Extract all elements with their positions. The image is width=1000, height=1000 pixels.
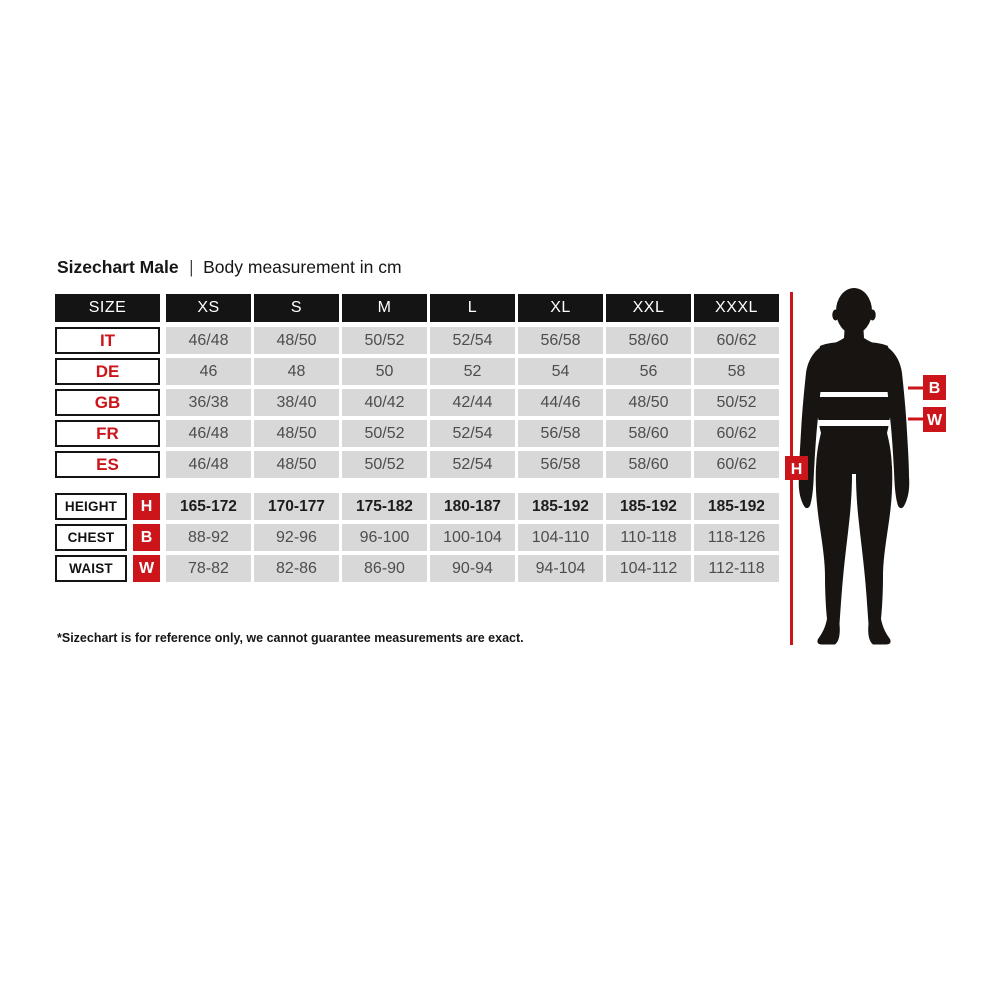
cell-fr-xxl: 58/60 — [606, 420, 691, 447]
cell-waist-l: 90-94 — [430, 555, 515, 582]
table-row-height — [55, 493, 779, 520]
cell-it-xs: 46/48 — [166, 327, 251, 354]
cell-waist-xxl: 104-112 — [606, 555, 691, 582]
left-leg-shape — [816, 466, 852, 645]
cell-de-l: 52 — [430, 358, 515, 385]
cell-gb-l: 42/44 — [430, 389, 515, 416]
male-silhouette-icon — [780, 278, 950, 658]
cell-height-xl: 185-192 — [518, 493, 603, 520]
torso-shape — [816, 342, 893, 475]
header-cell-s: S — [254, 294, 339, 322]
title-main: Sizechart Male — [57, 257, 179, 277]
cell-gb-xl: 44/46 — [518, 389, 603, 416]
cell-waist-xxxl: 112-118 — [694, 555, 779, 582]
cell-es-m: 50/52 — [342, 451, 427, 478]
cell-gb-xxxl: 50/52 — [694, 389, 779, 416]
cell-gb-xs: 36/38 — [166, 389, 251, 416]
page-title — [57, 257, 402, 278]
title-subtitle: Body measurement in cm — [203, 257, 402, 277]
figure-waist-letter: W — [926, 412, 943, 429]
cell-height-xs: 165-172 — [166, 493, 251, 520]
table-header-row — [55, 294, 779, 322]
row-label-height: HEIGHT — [55, 493, 127, 520]
cell-es-l: 52/54 — [430, 451, 515, 478]
cell-de-s: 48 — [254, 358, 339, 385]
cell-height-m: 175-182 — [342, 493, 427, 520]
row-label-chest: CHEST — [55, 524, 127, 551]
sizechart-table — [55, 294, 779, 586]
chest-band-line — [815, 392, 894, 397]
cell-it-m: 50/52 — [342, 327, 427, 354]
left-ear-shape — [832, 310, 838, 321]
cell-waist-xs: 78-82 — [166, 555, 251, 582]
header-cell-size: SIZE — [55, 294, 160, 322]
cell-chest-l: 100-104 — [430, 524, 515, 551]
waist-marker-badge: W — [133, 555, 160, 582]
cell-chest-xxl: 110-118 — [606, 524, 691, 551]
cell-height-s: 170-177 — [254, 493, 339, 520]
cell-chest-s: 92-96 — [254, 524, 339, 551]
cell-height-xxl: 185-192 — [606, 493, 691, 520]
cell-chest-xs: 88-92 — [166, 524, 251, 551]
cell-de-xl: 54 — [518, 358, 603, 385]
cell-it-xxl: 58/60 — [606, 327, 691, 354]
table-row-de — [55, 358, 779, 385]
row-label-gb: GB — [55, 389, 160, 416]
cell-gb-s: 38/40 — [254, 389, 339, 416]
header-cell-xl: XL — [518, 294, 603, 322]
cell-fr-xs: 46/48 — [166, 420, 251, 447]
cell-de-xs: 46 — [166, 358, 251, 385]
cell-chest-m: 96-100 — [342, 524, 427, 551]
table-row-gb — [55, 389, 779, 416]
right-ear-shape — [869, 310, 875, 321]
cell-de-xxl: 56 — [606, 358, 691, 385]
cell-it-l: 52/54 — [430, 327, 515, 354]
header-cell-xxl: XXL — [606, 294, 691, 322]
table-row-it — [55, 327, 779, 354]
header-cell-xxxl: XXXL — [694, 294, 779, 322]
cell-height-xxxl: 185-192 — [694, 493, 779, 520]
cell-es-xxxl: 60/62 — [694, 451, 779, 478]
cell-chest-xxxl: 118-126 — [694, 524, 779, 551]
cell-de-xxxl: 58 — [694, 358, 779, 385]
cell-de-m: 50 — [342, 358, 427, 385]
height-marker-badge: H — [133, 493, 160, 520]
cell-fr-xl: 56/58 — [518, 420, 603, 447]
table-row-es — [55, 451, 779, 478]
cell-fr-s: 48/50 — [254, 420, 339, 447]
table-row-chest — [55, 524, 779, 551]
cell-es-xs: 46/48 — [166, 451, 251, 478]
table-row-fr — [55, 420, 779, 447]
cell-it-s: 48/50 — [254, 327, 339, 354]
cell-fr-m: 50/52 — [342, 420, 427, 447]
cell-waist-m: 86-90 — [342, 555, 427, 582]
cell-it-xxxl: 60/62 — [694, 327, 779, 354]
row-label-fr: FR — [55, 420, 160, 447]
row-label-de: DE — [55, 358, 160, 385]
row-label-waist: WAIST — [55, 555, 127, 582]
table-row-waist — [55, 555, 779, 582]
cell-es-s: 48/50 — [254, 451, 339, 478]
row-label-it: IT — [55, 327, 160, 354]
cell-gb-m: 40/42 — [342, 389, 427, 416]
cell-es-xl: 56/58 — [518, 451, 603, 478]
cell-es-xxl: 58/60 — [606, 451, 691, 478]
header-cell-xs: XS — [166, 294, 251, 322]
cell-fr-l: 52/54 — [430, 420, 515, 447]
waist-band-line — [817, 420, 892, 426]
disclaimer-text: *Sizechart is for reference only, we cannot guarantee measurements are exact. — [57, 631, 524, 645]
cell-fr-xxxl: 60/62 — [694, 420, 779, 447]
row-label-es: ES — [55, 451, 160, 478]
cell-waist-s: 82-86 — [254, 555, 339, 582]
figure-height-letter: H — [790, 461, 803, 478]
cell-chest-xl: 104-110 — [518, 524, 603, 551]
title-separator: | — [189, 257, 193, 277]
header-cell-l: L — [430, 294, 515, 322]
cell-waist-xl: 94-104 — [518, 555, 603, 582]
right-leg-shape — [856, 466, 892, 645]
body-measurement-figure — [780, 278, 950, 658]
cell-height-l: 180-187 — [430, 493, 515, 520]
cell-gb-xxl: 48/50 — [606, 389, 691, 416]
figure-chest-letter: B — [928, 380, 941, 397]
cell-it-xl: 56/58 — [518, 327, 603, 354]
chest-marker-badge: B — [133, 524, 160, 551]
header-cell-m: M — [342, 294, 427, 322]
